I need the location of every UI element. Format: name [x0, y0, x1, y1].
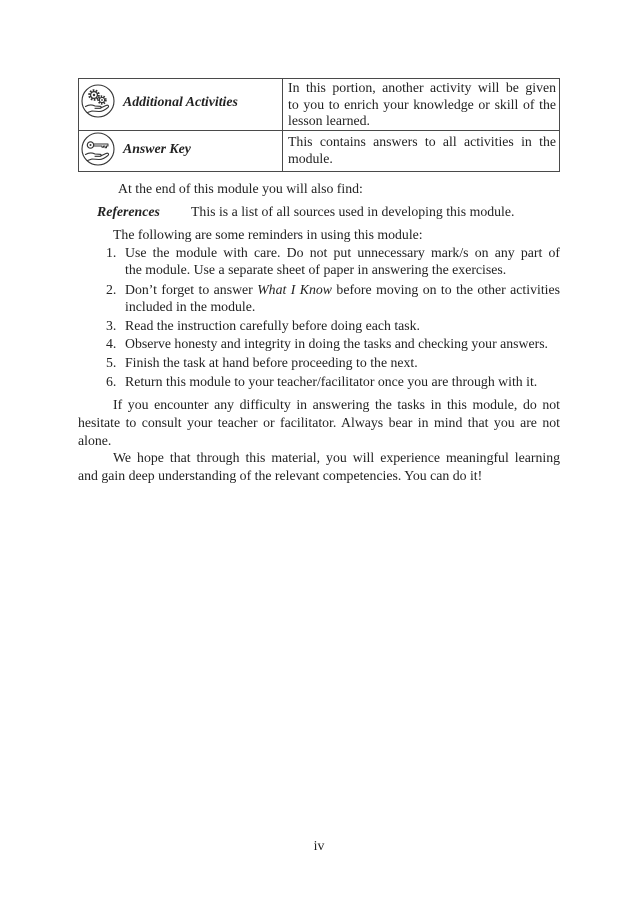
key-in-hand-svg: [81, 132, 115, 166]
reminder-line: included in the module.: [125, 299, 256, 314]
reminder-text: [125, 354, 560, 371]
difficulty-paragraph: [78, 396, 560, 450]
description-line: lesson learned.: [288, 113, 370, 128]
additional-activities-label: Additional Activities: [123, 94, 238, 109]
reminder-number: 1.: [106, 245, 117, 260]
reminder-number: 4.: [106, 336, 117, 351]
description-line: In this portion, another activity will be given: [288, 80, 556, 95]
reminder-line: [125, 281, 560, 298]
module-parts-table: [78, 78, 560, 172]
reminder-text: [125, 317, 560, 334]
key-bow-hole: [90, 144, 92, 146]
icon-ring: [82, 133, 114, 165]
reminder-number: 2.: [106, 282, 117, 297]
large-gear-hub: [93, 94, 95, 96]
paragraph-line: hesitate to consult your teacher or facilitator. Always bear in mind that you are not: [78, 415, 560, 430]
reminder-number: 5.: [106, 355, 117, 370]
paragraph-line: and gain deep understanding of the relevant competencies. You can do it!: [78, 468, 483, 483]
answer-key-description: [283, 131, 560, 172]
description-line: module.: [288, 151, 333, 166]
reminders-intro: The following are some reminders in using this module:: [113, 227, 423, 242]
key-shaft: [94, 144, 108, 148]
references-label: References: [97, 204, 160, 219]
reminder-item: [106, 335, 560, 352]
gears-in-hand-svg: [81, 84, 115, 118]
closing-paragraph: [78, 449, 560, 485]
key-in-hand-icon: [81, 132, 115, 166]
reminder-item: [106, 317, 560, 334]
reminder-text: [125, 373, 560, 390]
description-line: This contains answers to all activities in the: [288, 134, 556, 149]
additional-activities-label-cell: [79, 79, 283, 131]
also-find-intro: At the end of this module you will also find:: [118, 181, 363, 196]
reminder-item: [106, 373, 560, 390]
icon-ring: [82, 85, 114, 117]
reminder-line-after: before moving on to the other activities: [336, 282, 560, 297]
reminder-text: [125, 335, 560, 352]
answer-key-label: Answer Key: [123, 141, 191, 156]
reminder-number: 6.: [106, 374, 117, 389]
paragraph-line: We hope that through this material, you will experience meaningful learning: [113, 450, 560, 465]
references-description: This is a list of all sources used in developing this module.: [191, 204, 515, 219]
what-i-know-emphasis: What I Know: [257, 282, 332, 297]
hand-shape: [86, 153, 109, 161]
page-number: iv: [313, 838, 325, 853]
reminder-line: Finish the task at hand before proceeding to the next.: [125, 355, 418, 370]
hand-shape: [86, 105, 109, 113]
small-gear-hub: [101, 99, 103, 101]
gears-in-hand-icon: [81, 84, 115, 118]
reminder-line: Use the module with care. Do not put unnecessary mark/s on any part of: [125, 245, 560, 260]
reminder-line: Read the instruction carefully before doing each task.: [125, 318, 420, 333]
additional-activities-description: [283, 79, 560, 131]
reminder-text: [125, 244, 560, 278]
reminder-number: 3.: [106, 318, 117, 333]
description-line: to you to enrich your knowledge or skill of the: [288, 96, 556, 112]
reminder-item: [106, 281, 560, 315]
reminder-text: [125, 281, 560, 315]
reminder-item: [106, 244, 560, 278]
reminder-line-before: Don’t forget to answer: [125, 282, 253, 297]
paragraph-line: If you encounter any difficulty in answering the tasks in this module, do not: [113, 397, 560, 412]
reminder-line: Observe honesty and integrity in doing the tasks and checking your answers.: [125, 336, 549, 351]
reminder-item: [106, 354, 560, 371]
paragraph-line: alone.: [78, 433, 112, 448]
reminder-line: the module. Use a separate sheet of paper in answering the exercises.: [125, 262, 507, 277]
reminder-line: Return this module to your teacher/facilitator once you are through with it.: [125, 374, 538, 389]
answer-key-label-cell: [79, 131, 283, 172]
